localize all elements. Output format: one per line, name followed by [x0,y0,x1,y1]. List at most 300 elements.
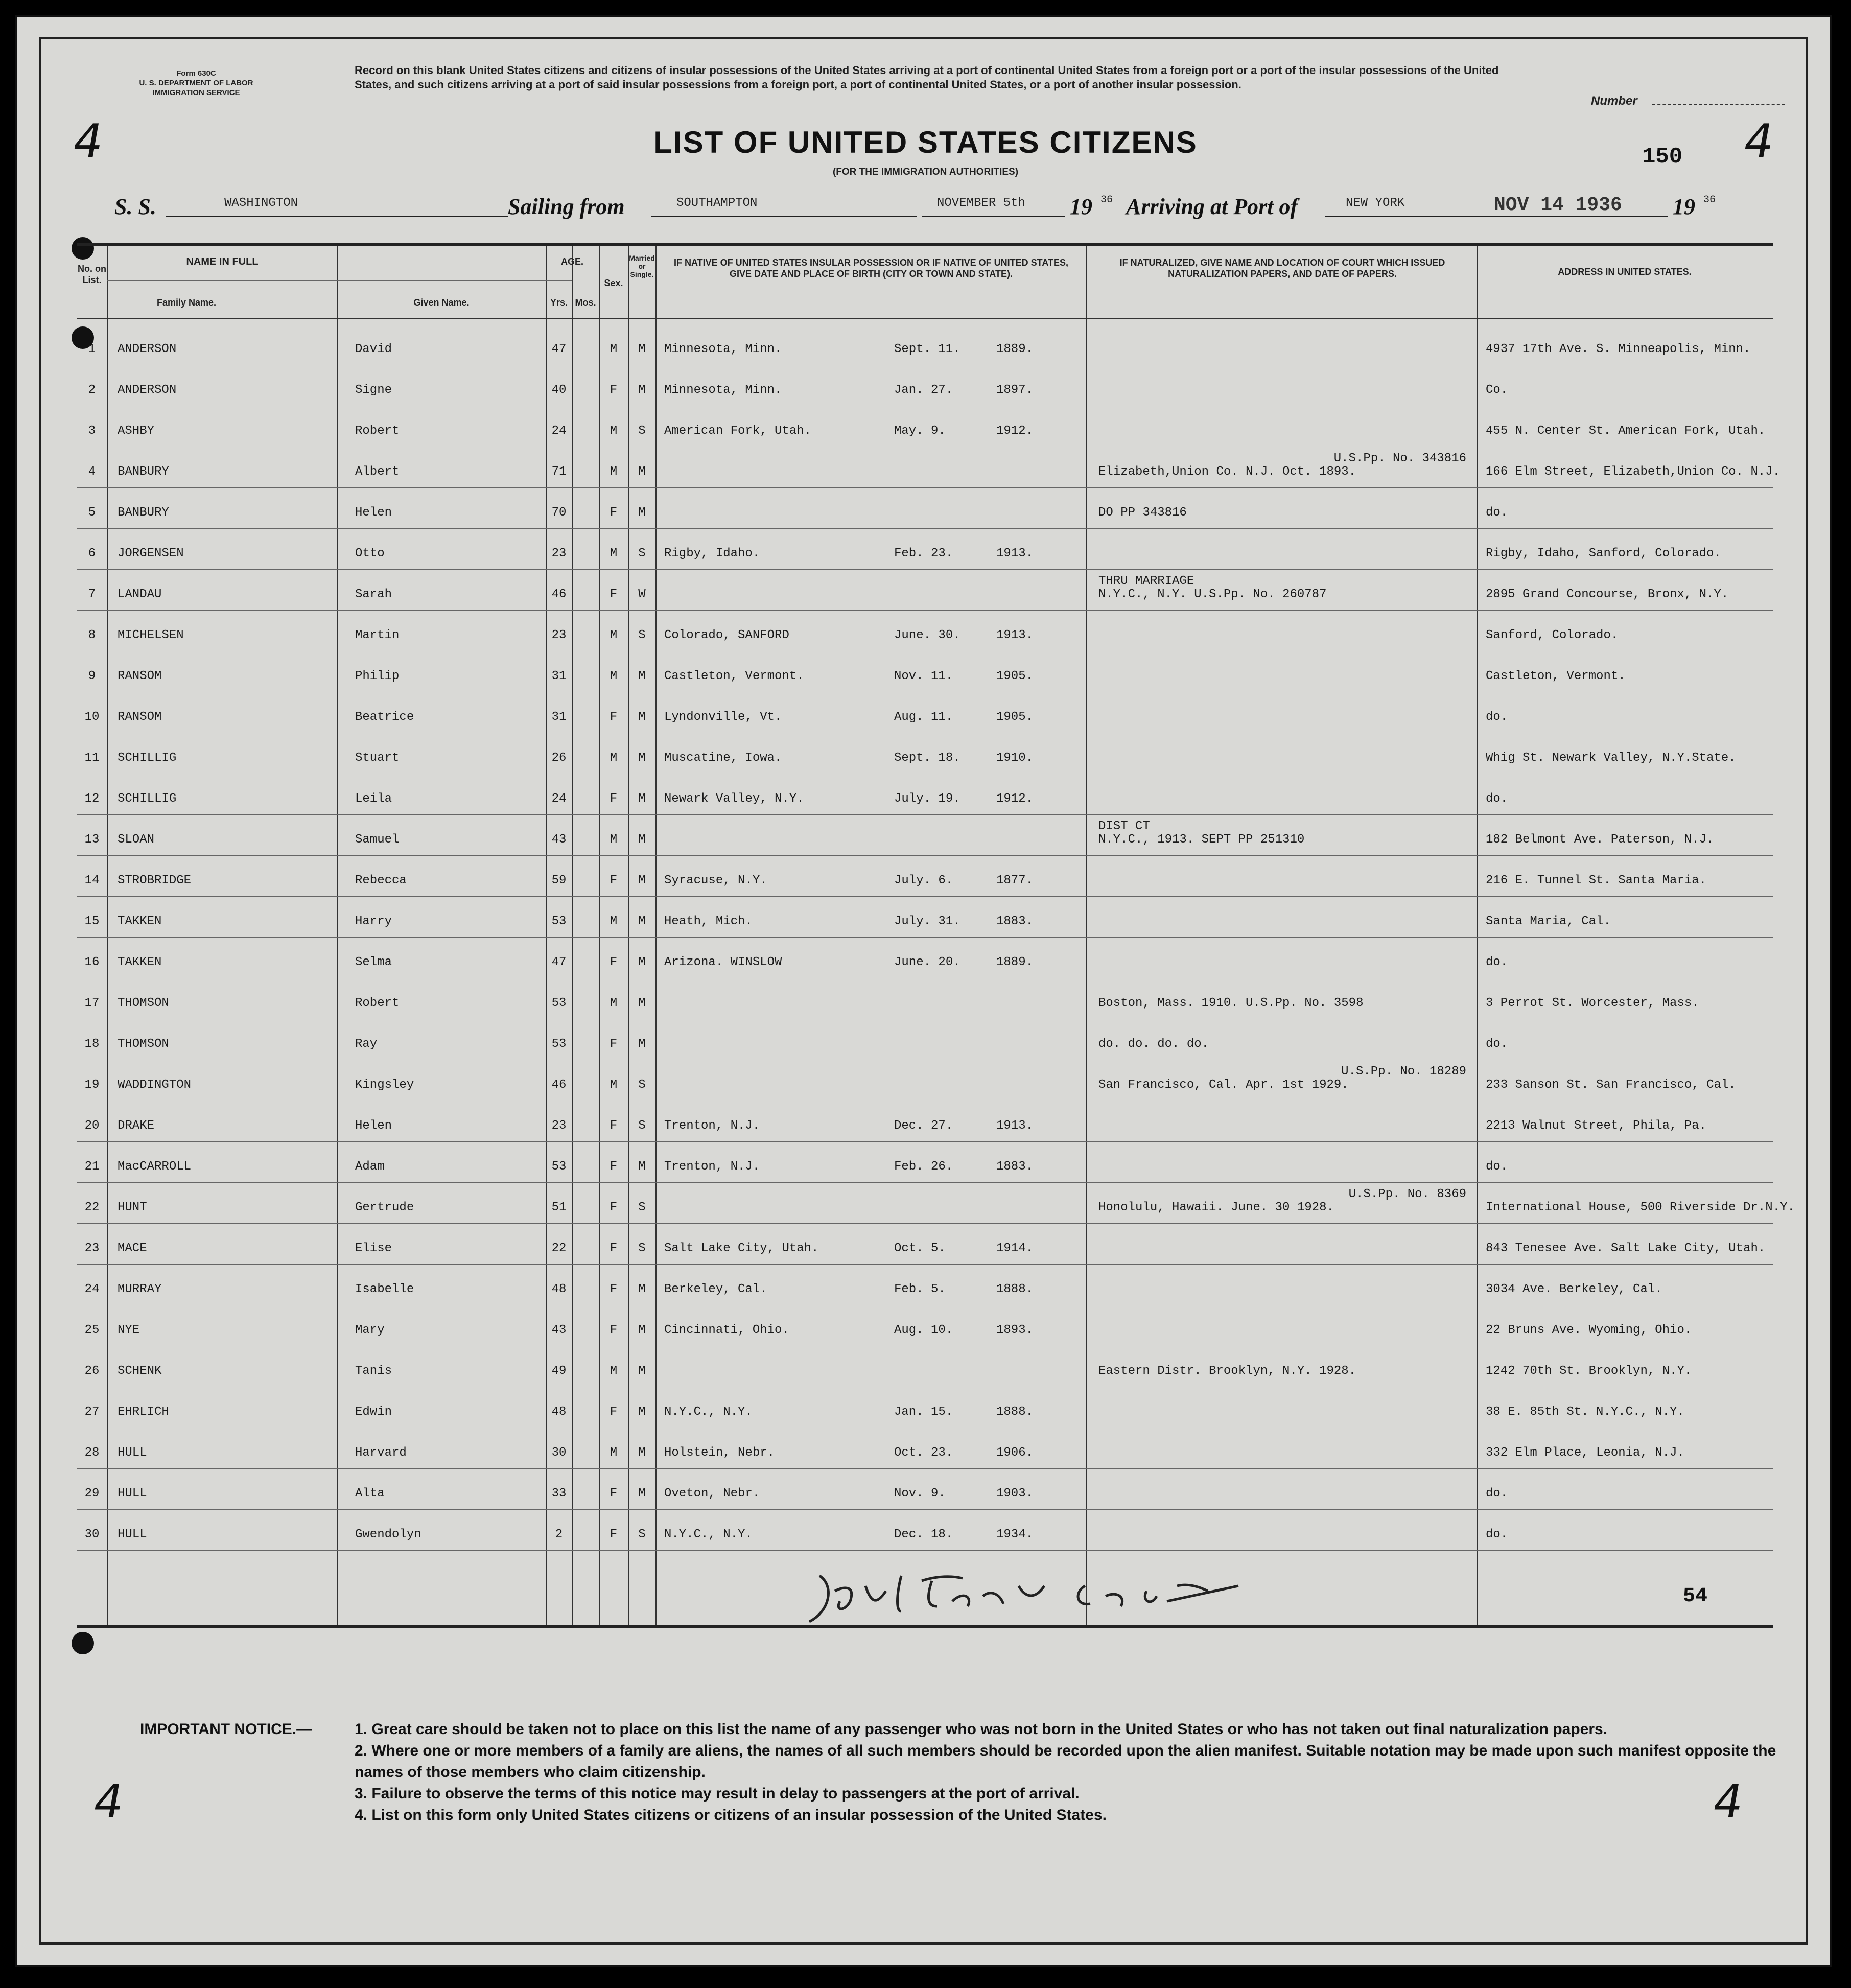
cell-addr: do. [1486,1037,1508,1051]
cell-addr: Castleton, Vermont. [1486,669,1626,683]
cell-sex: M [610,1364,618,1378]
cell-birth-date: Oct. 23. [894,1446,953,1460]
page-subtitle: (FOR THE IMMIGRATION AUTHORITIES) [832,167,1019,177]
cell-ms: M [638,1405,646,1419]
cell-naturalization: Boston, Mass. 1910. U.S.Pp. No. 3598 [1098,996,1364,1010]
cell-given: Martin [355,628,400,642]
ss-label: S. S. [114,194,156,219]
cell-birth-year: 1888. [996,1282,1034,1296]
cell-no: 14 [84,874,100,887]
cell-sex: F [610,1323,618,1337]
cell-addr: 166 Elm Street, Elizabeth,Union Co. N.J. [1486,465,1780,479]
page-number: 150 [1642,144,1683,170]
cell-given: Adam [355,1160,385,1174]
cell-no: 7 [88,588,96,601]
cell-age: 31 [551,710,567,724]
cell-age: 31 [551,669,567,683]
notice-label: IMPORTANT NOTICE.— [140,1721,312,1738]
header-divider [107,280,572,281]
cell-age: 24 [551,792,567,806]
cell-given: Ray [355,1037,378,1051]
arrival-date-stamp: NOV 14 1936 [1494,194,1622,216]
cell-sex: F [610,1037,618,1051]
col-header-no: No. on List. [78,264,106,285]
cell-birth-place: Holstein, Nebr. [664,1446,775,1460]
cell-age: 48 [551,1405,567,1419]
number-line [1652,104,1785,105]
cell-birth-year: 1877. [996,874,1034,887]
cell-given: Mary [355,1323,385,1337]
cell-birth-date: Feb. 23. [894,547,953,560]
cell-birth-place: Berkeley, Cal. [664,1282,767,1296]
cell-sex: F [610,792,618,806]
cell-given: Harvard [355,1446,407,1460]
row-divider [77,1141,1773,1142]
col-header-family: Family Name. [156,297,217,308]
col-header-sex: Sex. [604,278,623,288]
cell-age: 53 [551,1160,567,1174]
cell-age: 40 [551,383,567,397]
cell-birth-date: Nov. 11. [894,669,953,683]
cell-birth-place: Muscatine, Iowa. [664,751,782,765]
cell-no: 13 [84,833,100,847]
cell-birth-year: 1910. [996,751,1034,765]
cell-age: 49 [551,1364,567,1378]
cell-birth-place: Oveton, Nebr. [664,1487,760,1501]
col-header-mos: Mos. [575,297,596,308]
cell-birth-year: 1906. [996,1446,1034,1460]
cell-nat-note: U.S.Pp. No. 343816 [1333,452,1466,465]
cell-ms: M [638,955,646,969]
cell-family: THOMSON [118,1037,169,1051]
cell-age: 47 [551,955,567,969]
cell-sex: M [610,1078,618,1092]
cell-addr: do. [1486,710,1508,724]
cell-addr: 455 N. Center St. American Fork, Utah. [1486,424,1766,438]
cell-given: Alta [355,1487,385,1501]
cell-ms: M [638,996,646,1010]
cell-birth-place: Salt Lake City, Utah. [664,1242,819,1255]
cell-birth-place: American Fork, Utah. [664,424,812,438]
cell-no: 23 [84,1242,100,1255]
cell-age: 43 [551,833,567,847]
cell-family: ANDERSON [118,342,177,356]
sailing-from-label: Sailing from [508,194,625,219]
cell-naturalization: N.Y.C., N.Y. U.S.Pp. No. 260787 [1098,588,1327,601]
cell-given: Sarah [355,588,392,601]
port-from: SOUTHAMPTON [676,196,758,210]
row-divider [77,487,1773,488]
cell-ms: M [638,465,646,479]
cell-ms: W [638,588,646,601]
cell-sex: F [610,1282,618,1296]
cell-addr: 182 Belmont Ave. Paterson, N.J. [1486,833,1714,847]
cell-addr: Santa Maria, Cal. [1486,915,1611,928]
cell-age: 59 [551,874,567,887]
col-header-given: Given Name. [413,297,470,308]
cell-ms: M [638,874,646,887]
cell-addr: do. [1486,1528,1508,1541]
cell-family: MURRAY [118,1282,162,1296]
cell-naturalization: do. do. do. do. [1098,1037,1209,1051]
cell-age: 2 [555,1528,563,1541]
ship-underline [166,216,508,217]
cell-sex: F [610,955,618,969]
cell-age: 24 [551,424,567,438]
row-divider [77,1223,1773,1224]
cell-nat-note: THRU MARRIAGE [1098,574,1194,588]
cell-ms: M [638,751,646,765]
cell-birth-year: 1914. [996,1242,1034,1255]
signature [799,1555,1249,1632]
cell-birth-year: 1889. [996,342,1034,356]
cell-birth-place: Cincinnati, Ohio. [664,1323,789,1337]
cell-sex: M [610,669,618,683]
cell-no: 5 [88,506,96,520]
cell-addr: International House, 500 Riverside Dr.N.Y. [1486,1201,1795,1214]
cell-ms: M [638,1282,646,1296]
cell-sex: M [610,915,618,928]
cell-family: SCHILLIG [118,751,177,765]
row-divider [77,1182,1773,1183]
cell-ms: M [638,342,646,356]
cell-ms: M [638,915,646,928]
col-header-married: Married or Single. [629,254,655,278]
cell-naturalization: Elizabeth,Union Co. N.J. Oct. 1893. [1098,465,1356,479]
cell-ms: S [638,1078,646,1092]
column-divider [107,246,108,1625]
cell-family: WADDINGTON [118,1078,192,1092]
row-divider [77,610,1773,611]
cell-no: 1 [88,342,96,356]
cell-birth-date: June. 20. [894,955,960,969]
cell-age: 46 [551,1078,567,1092]
cell-given: Helen [355,1119,392,1133]
cell-no: 21 [84,1160,100,1174]
corner-mark: 4 [89,1775,128,1829]
ship-name: WASHINGTON [224,196,298,210]
cell-birth-date: July. 31. [894,915,960,928]
cell-no: 9 [88,669,96,683]
cell-birth-year: 1913. [996,1119,1034,1133]
cell-family: TAKKEN [118,955,162,969]
cell-birth-place: N.Y.C., N.Y. [664,1528,753,1541]
cell-age: 51 [551,1201,567,1214]
cell-birth-date: June. 30. [894,628,960,642]
cell-birth-place: Newark Valley, N.Y. [664,792,804,806]
cell-addr: do. [1486,1487,1508,1501]
cell-sex: M [610,465,618,479]
cell-age: 46 [551,588,567,601]
cell-naturalization: DO PP 343816 [1098,506,1187,520]
cell-given: Signe [355,383,392,397]
arrival-year-prefix: 19 [1673,194,1695,219]
cell-age: 33 [551,1487,567,1501]
cell-birth-place: Trenton, N.J. [664,1160,760,1174]
cell-sex: F [610,1405,618,1419]
cell-sex: M [610,751,618,765]
cell-sex: M [610,342,618,356]
cell-age: 23 [551,1119,567,1133]
arriving-label: Arriving at Port of [1126,194,1298,219]
cell-ms: S [638,1242,646,1255]
cell-ms: S [638,1528,646,1541]
number-label: Number [1591,94,1637,108]
cell-birth-date: May. 9. [894,424,946,438]
important-notice [140,1719,1816,1826]
cell-addr: 4937 17th Ave. S. Minneapolis, Minn. [1486,342,1751,356]
cell-family: MacCARROLL [118,1160,192,1174]
notice-item: 3. Failure to observe the terms of this notice may result in delay to passengers at the port of arrival. [355,1785,1080,1802]
cell-family: SCHENK [118,1364,162,1378]
cell-birth-year: 1889. [996,955,1034,969]
cell-addr: do. [1486,1160,1508,1174]
cell-birth-year: 1934. [996,1528,1034,1541]
cell-ms: M [638,669,646,683]
cell-age: 48 [551,1282,567,1296]
notice-items [355,1719,1816,1826]
row-divider [77,569,1773,570]
cell-birth-date: Oct. 5. [894,1242,946,1255]
cell-sex: F [610,1242,618,1255]
cell-sex: F [610,383,618,397]
cell-addr: 2213 Walnut Street, Phila, Pa. [1486,1119,1707,1133]
cell-no: 10 [84,710,100,724]
cell-family: HUNT [118,1201,147,1214]
cell-ms: M [638,792,646,806]
cell-family: HULL [118,1487,147,1501]
cell-addr: do. [1486,506,1508,520]
cell-given: Edwin [355,1405,392,1419]
cell-family: RANSOM [118,710,162,724]
corner-mark: 4 [68,114,108,168]
row-divider [77,1509,1773,1510]
sailing-date: NOVEMBER 5th [937,196,1025,210]
cell-sex: M [610,547,618,560]
cell-sex: F [610,1528,618,1541]
row-divider [77,1264,1773,1265]
cell-sex: M [610,833,618,847]
cell-no: 2 [88,383,96,397]
cell-birth-place: Trenton, N.J. [664,1119,760,1133]
date-underline [922,216,1065,217]
cell-no: 28 [84,1446,100,1460]
cell-birth-year: 1913. [996,628,1034,642]
cell-ms: M [638,1037,646,1051]
col-header-naturalized: IF NATURALIZED, GIVE NAME AND LOCATION OF COURT WHICH ISSUED NATURALIZATION PAPERS, AND DATE OF PAPERS. [1119,258,1445,279]
cell-no: 19 [84,1078,100,1092]
port-to: NEW YORK [1346,196,1405,210]
cell-given: Selma [355,955,392,969]
cell-birth-date: Dec. 27. [894,1119,953,1133]
port-from-underline [651,216,917,217]
corner-mark: 4 [1708,1775,1748,1829]
corner-mark: 4 [1739,114,1778,168]
cell-no: 16 [84,955,100,969]
cell-given: David [355,342,392,356]
year-suffix: 36 [1100,194,1113,206]
cell-birth-place: Lyndonville, Vt. [664,710,782,724]
cell-addr: do. [1486,792,1508,806]
cell-addr: 3034 Ave. Berkeley, Cal. [1486,1282,1662,1296]
cell-no: 27 [84,1405,100,1419]
column-divider [572,246,573,1625]
col-header-address: ADDRESS IN UNITED STATES. [1558,267,1692,277]
intro-text: Record on this blank United States citizens and citizens of insular possessions of the United States arriving at a port of continental United States from a foreign port or a port of the insular possessions of the United States, and such citizens arriving at a port of said insular possessions from a foreign port, a port of continental United States, or a port of another insular possession. [355,64,1499,91]
cell-naturalization: Eastern Distr. Brooklyn, N.Y. 1928. [1098,1364,1356,1378]
cell-birth-year: 1883. [996,915,1034,928]
cell-age: 47 [551,342,567,356]
cell-family: MACE [118,1242,147,1255]
notice-item: 4. List on this form only United States citizens or citizens of an insular possession of the United States. [355,1807,1107,1823]
cell-ms: M [638,1364,646,1378]
cell-addr: 1242 70th St. Brooklyn, N.Y. [1486,1364,1692,1378]
cell-addr: Co. [1486,383,1508,397]
cell-ms: S [638,1119,646,1133]
cell-birth-year: 1905. [996,710,1034,724]
cell-birth-date: Feb. 5. [894,1282,946,1296]
cell-ms: M [638,1160,646,1174]
passenger-count: 54 [1683,1585,1708,1608]
cell-sex: F [610,1487,618,1501]
cell-birth-date: Nov. 9. [894,1487,946,1501]
cell-ms: S [638,547,646,560]
cell-given: Tanis [355,1364,392,1378]
cell-birth-place: Arizona. WINSLOW [664,955,782,969]
cell-birth-place: Rigby, Idaho. [664,547,760,560]
cell-no: 24 [84,1282,100,1296]
cell-addr: 38 E. 85th St. N.Y.C., N.Y. [1486,1405,1684,1419]
cell-given: Gertrude [355,1201,414,1214]
cell-naturalization: Honolulu, Hawaii. June. 30 1928. [1098,1201,1334,1214]
punch-hole [72,1632,94,1654]
cell-family: HULL [118,1528,147,1541]
cell-age: 26 [551,751,567,765]
cell-birth-place: N.Y.C., N.Y. [664,1405,753,1419]
cell-family: JORGENSEN [118,547,184,560]
cell-family: EHRLICH [118,1405,169,1419]
cell-family: DRAKE [118,1119,155,1133]
cell-addr: 3 Perrot St. Worcester, Mass. [1486,996,1699,1010]
row-divider [77,937,1773,938]
cell-no: 18 [84,1037,100,1051]
cell-given: Albert [355,465,400,479]
cell-family: SLOAN [118,833,155,847]
cell-no: 29 [84,1487,100,1501]
cell-addr: 2895 Grand Concourse, Bronx, N.Y. [1486,588,1729,601]
cell-given: Beatrice [355,710,414,724]
cell-birth-year: 1893. [996,1323,1034,1337]
form-number: Form 630C [176,69,216,78]
col-header-yrs: Yrs. [550,297,568,308]
cell-addr: Sanford, Colorado. [1486,628,1619,642]
form-identifier [109,68,283,98]
cell-no: 12 [84,792,100,806]
cell-given: Philip [355,669,400,683]
row-divider [77,1550,1773,1551]
cell-family: MICHELSEN [118,628,184,642]
cell-given: Stuart [355,751,400,765]
cell-age: 30 [551,1446,567,1460]
notice-item: 1. Great care should be taken not to place on this list the name of any passenger who was not born in the United States or who has not taken out final naturalization papers. [355,1721,1608,1738]
cell-family: NYE [118,1323,140,1337]
cell-ms: M [638,383,646,397]
cell-ms: S [638,628,646,642]
cell-nat-note: U.S.Pp. No. 8369 [1348,1187,1466,1201]
cell-no: 15 [84,915,100,928]
cell-sex: F [610,1201,618,1214]
cell-family: LANDAU [118,588,162,601]
cell-addr: 22 Bruns Ave. Wyoming, Ohio. [1486,1323,1692,1337]
cell-birth-year: 1913. [996,547,1034,560]
row-divider [77,855,1773,856]
cell-addr: do. [1486,955,1508,969]
cell-sex: M [610,628,618,642]
cell-addr: 843 Tenesee Ave. Salt Lake City, Utah. [1486,1242,1766,1255]
cell-family: STROBRIDGE [118,874,192,887]
cell-birth-date: Jan. 27. [894,383,953,397]
cell-no: 6 [88,547,96,560]
notice-item: 2. Where one or more members of a family are aliens, the names of all such members should be recorded upon the alien manifest. Suitable notation may be made upon such manifest opposite the names of those members who claim citizenship. [355,1742,1776,1781]
cell-given: Elise [355,1242,392,1255]
cell-age: 53 [551,1037,567,1051]
cell-age: 70 [551,506,567,520]
column-divider [1086,246,1087,1625]
cell-no: 30 [84,1528,100,1541]
cell-birth-place: Minnesota, Minn. [664,383,782,397]
cell-sex: F [610,588,618,601]
cell-addr: 233 Sanson St. San Francisco, Cal. [1486,1078,1736,1092]
cell-sex: F [610,506,618,520]
cell-family: ASHBY [118,424,155,438]
cell-no: 25 [84,1323,100,1337]
cell-sex: M [610,424,618,438]
cell-sex: F [610,1119,618,1133]
cell-ms: M [638,506,646,520]
cell-birth-date: July. 6. [894,874,953,887]
cell-nat-note: DIST CT [1098,820,1150,833]
cell-birth-place: Minnesota, Minn. [664,342,782,356]
cell-birth-year: 1888. [996,1405,1034,1419]
cell-birth-year: 1912. [996,424,1034,438]
row-divider [77,1468,1773,1469]
cell-birth-year: 1912. [996,792,1034,806]
cell-age: 43 [551,1323,567,1337]
cell-age: 71 [551,465,567,479]
cell-given: Harry [355,915,392,928]
cell-family: TAKKEN [118,915,162,928]
cell-ms: S [638,424,646,438]
cell-given: Robert [355,424,400,438]
cell-sex: M [610,996,618,1010]
cell-family: SCHILLIG [118,792,177,806]
cell-no: 8 [88,628,96,642]
cell-family: BANBURY [118,506,169,520]
cell-birth-date: Sept. 11. [894,342,960,356]
cell-birth-year: 1905. [996,669,1034,683]
cell-age: 53 [551,996,567,1010]
cell-addr: 332 Elm Place, Leonia, N.J. [1486,1446,1684,1460]
cell-no: 20 [84,1119,100,1133]
cell-birth-year: 1897. [996,383,1034,397]
cell-birth-date: Jan. 15. [894,1405,953,1419]
cell-birth-place: Syracuse, N.Y. [664,874,767,887]
cell-birth-date: Aug. 11. [894,710,953,724]
column-divider [337,246,338,1625]
cell-birth-place: Colorado, SANFORD [664,628,789,642]
cell-given: Rebecca [355,874,407,887]
cell-birth-date: July. 19. [894,792,960,806]
